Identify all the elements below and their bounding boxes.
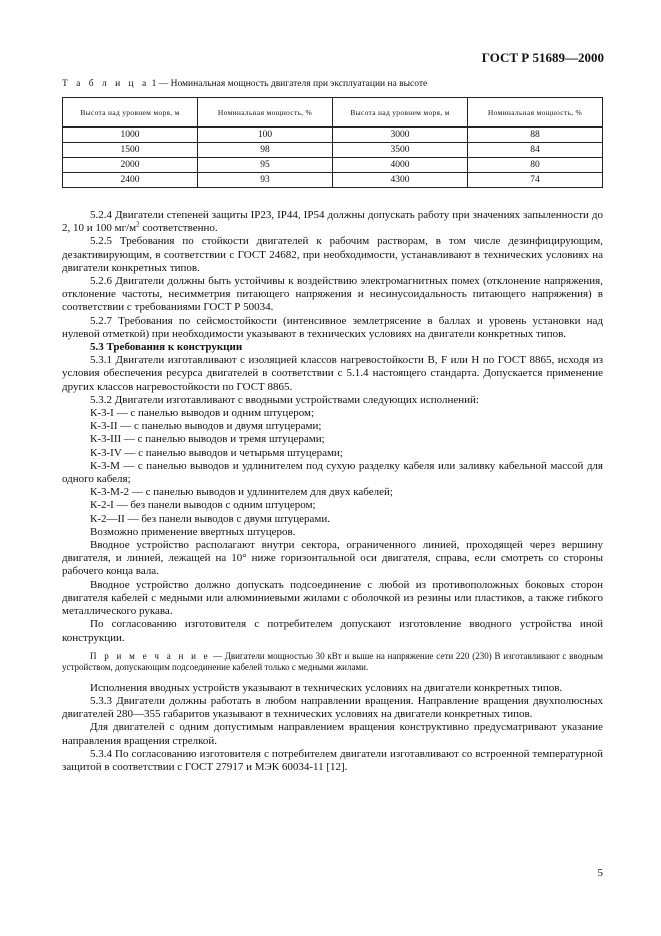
paragraph-5-2-7: 5.2.7 Требования по сейсмостойкости (интенсивное землетрясение в баллах и уровень установки над нулевой отметкой) при необходимости указывают в технических условиях на двигатели конкретных типов.: [62, 314, 603, 340]
header-altitude-2: Высота над уровнем моря, м: [333, 98, 468, 128]
paragraph-entry-connection: Вводное устройство должно допускать подсоединение с любой из противоположных боковых сторон двигателя кабелей с медными или алюминиевыми жилами с оболочкой из резины или пластиков, а также гибкого металлического рукава.: [62, 578, 603, 618]
paragraph-versions: Исполнения вводных устройств указывают в технических условиях на двигатели конкретных типов.: [90, 681, 563, 694]
table-caption-prefix: Т а б л и ц а: [62, 79, 150, 89]
list-item: К-2-I — без панели выводов с одним штуцером;: [90, 499, 316, 512]
document-body: [62, 209, 603, 774]
table-cell: 84: [468, 143, 603, 158]
table-header-row: [63, 98, 603, 128]
paragraph-5-3-3: 5.3.3 Двигатели должны работать в любом направлении вращения. Направление вращения двухполюсных двигателей 280—355 габаритов указывают в технических условиях на двигатели конкретных типов.: [62, 694, 603, 721]
table-cell: 93: [198, 173, 333, 188]
table-cell: 1000: [63, 127, 198, 143]
table-row: [63, 127, 603, 143]
header-power-1: Номинальная мощность, %: [198, 98, 333, 128]
table-cell: 88: [468, 127, 603, 143]
table-row: [63, 143, 603, 158]
header-power-2: Номинальная мощность, %: [468, 98, 603, 128]
note-text: — Двигатели мощностью 30 кВт и выше на напряжение сети 220 (230) В изготавливают с вводным устройством, допускающим подсоединение кабелей только с медными жилами.: [62, 650, 604, 673]
list-item: К-3-М-2 — с панелью выводов и удлинителем для двух кабелей;: [90, 486, 393, 499]
paragraph-vertical-fittings: Возможно применение ввертных штуцеров.: [90, 525, 296, 538]
paragraph-5-2-4: [62, 209, 603, 235]
table-row: [63, 173, 603, 188]
table-cell: 3000: [333, 127, 468, 143]
table-caption-text: 1 — Номинальная мощность двигателя при эксплуатации на высоте: [149, 79, 428, 89]
document-header: ГОСТ Р 51689—2000: [481, 50, 604, 65]
paragraph-5-3-4: 5.3.4 По согласованию изготовителя с потребителем двигатели изготавливают со встроенной температурной защитой в соответствии с ГОСТ 27917 и МЭК 60034-11 [12].: [62, 747, 603, 773]
table-cell: 3500: [333, 143, 468, 158]
list-item: К-2—II — без панели выводов с двумя штуцерами.: [90, 512, 331, 525]
table-cell: 95: [198, 158, 333, 173]
altitude-power-table: [62, 97, 603, 188]
paragraph-text: соответственно.: [139, 222, 218, 235]
section-heading-5-3: 5.3 Требования к конструкции: [90, 341, 243, 354]
paragraph-5-2-6: 5.2.6 Двигатели должны быть устойчивы к воздействию электромагнитных помех (отклонение напряжения, отклонение частоты, несимметрия питающего напряжения и несинусоидальность питающего напряжения) в соответствии с требованиями ГОСТ Р 50034.: [62, 275, 603, 314]
note-prefix: П р и м е ч а н и е: [90, 650, 211, 661]
list-item: К-3-IV — с панелью выводов и четырьмя штуцерами;: [90, 446, 343, 459]
page-number: 5: [597, 867, 603, 879]
list-item: К-3-II — с панелью выводов и двумя штуцерами;: [90, 420, 322, 433]
table-row: [63, 158, 603, 173]
table-cell: 4000: [333, 158, 468, 173]
header-altitude-1: Высота над уровнем моря, м: [63, 98, 198, 128]
list-item: К-3-III — с панелью выводов и тремя штуцерами;: [90, 433, 325, 446]
paragraph-5-3-3-b: Для двигателей с одним допустимым направлением вращения конструктивно предусматривают указание направления вращения стрелкой.: [62, 721, 603, 747]
list-item: К-3-М — с панелью выводов и удлинителем под сухую разделку кабеля или заливку кабельной массой для одного кабеля;: [62, 459, 603, 486]
paragraph-5-3-1: 5.3.1 Двигатели изготавливают с изоляцией классов нагревостойкости В, F или Н по ГОСТ 8865, исходя из условия обеспечения ресурса двигателей в соответствии с 5.1.4 настоящего стандарта. Допускается применение других классов нагревостойкости по ГОСТ 8865.: [62, 354, 603, 393]
table-cell: 98: [198, 143, 333, 158]
table-cell: 100: [198, 127, 333, 143]
paragraph-entry-location: Вводное устройство располагают внутри сектора, ограниченного линией, проходящей через вершину двигателя, и линией, лежащей на 10° ниже горизонтальной оси двигателя, справа, если смотреть со стороны рабочего конца вала.: [62, 539, 603, 578]
table-cell: 4300: [333, 173, 468, 188]
table-cell: 74: [468, 173, 603, 188]
paragraph-5-2-5: 5.2.5 Требования по стойкости двигателей к рабочим растворам, в том числе дезинфицирующим, дезактивирующим, в соответствии с ГОСТ 24682, при необходимости, устанавливают в технических условиях на двигатели конкретных типов.: [62, 235, 603, 274]
paragraph-agreement: По согласованию изготовителя с потребителем допускают изготовление вводного устройства иной конструкции.: [62, 618, 603, 644]
table-cell: 2400: [63, 173, 198, 188]
table-cell: 2000: [63, 158, 198, 173]
table-cell: 80: [468, 158, 603, 173]
superscript: 2: [136, 220, 140, 229]
note: [62, 651, 603, 674]
paragraph-text: 5.2.4 Двигатели степеней защиты IP23, IP44, IP54 должны допускать работу при значениях запыленности до 2, 10 и 100 мг/м: [62, 209, 603, 235]
paragraph-5-3-2: 5.3.2 Двигатели изготавливают с вводными устройствами следующих исполнений:: [90, 393, 479, 406]
table-cell: 1500: [63, 143, 198, 158]
list-item: К-3-I — с панелью выводов и одним штуцером;: [90, 407, 315, 420]
table-caption: [62, 79, 427, 89]
